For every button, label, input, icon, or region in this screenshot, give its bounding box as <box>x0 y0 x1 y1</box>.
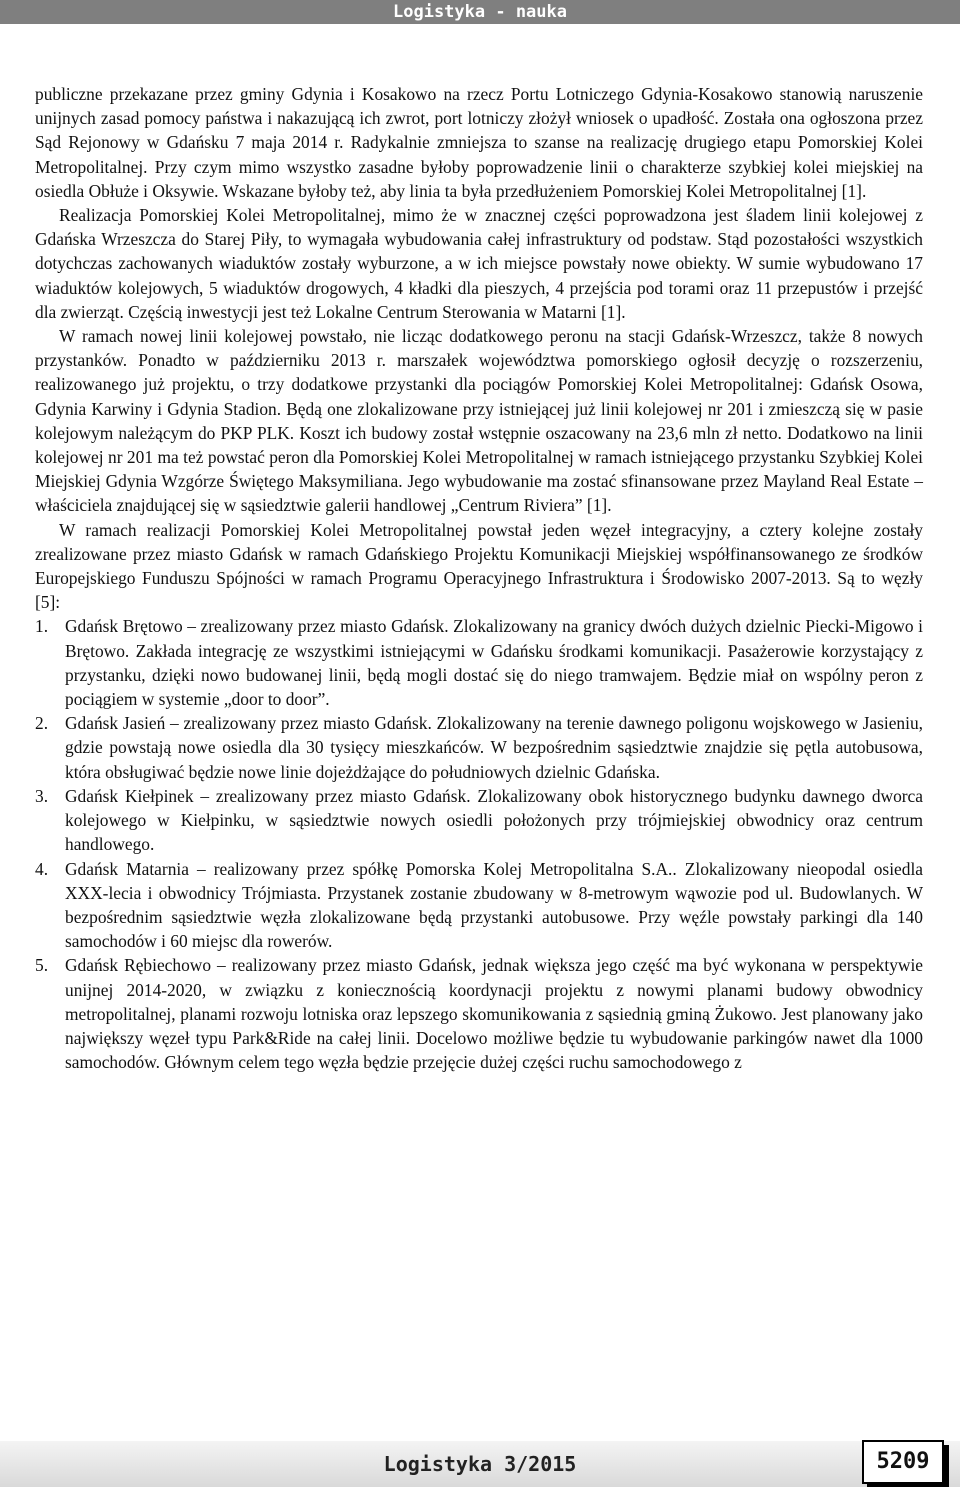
list-number: 4. <box>35 858 49 879</box>
page-number-box <box>862 1440 944 1484</box>
list-number: 2. <box>35 713 49 734</box>
list-text: Gdańsk Brętowo – zrealizowany przez miasto Gdańsk. Zlokalizowany na granicy dwóch dużych dzielnic Piecki-Migowo i Brętowo. Zakłada integrację ze wszystkimi istniejącymi w Gdańsku środkami komunikacji. Pasażerowie korzystający z przystanku, dzięki nowo budowanej linii, będą mogli dostać się do niego tramwajem. Będzie miał on wspólny peron z pociągiem w systemie „door to door”. <box>65 616 923 710</box>
article-body <box>35 82 923 1074</box>
page-number: 5209 <box>876 1449 930 1474</box>
numbered-list <box>35 614 923 1074</box>
list-number: 3. <box>35 785 49 806</box>
list-item <box>35 614 923 711</box>
header-title: Logistyka - nauka <box>393 2 567 22</box>
list-item <box>35 711 923 784</box>
footer-journal: Logistyka 3/2015 <box>383 1452 577 1476</box>
list-item <box>35 784 923 857</box>
list-text: Gdańsk Matarnia – realizowany przez spółkę Pomorska Kolej Metropolitalna S.A.. Zlokalizowany nieopodal osiedla XXX-lecia i obwodnicy Trójmiasta. Przystanek zostanie zbudowany w 8-metrowym wąwozie pod ul. Budowlanych. W bezpośrednim sąsiedztwie węzła zlokalizowane będą przystanki autobusowe. Przy węźle powstały parkingi dla 140 samochodów i 60 miejsc dla rowerów. <box>65 858 923 952</box>
list-number: 5. <box>35 955 49 976</box>
list-item <box>35 953 923 1074</box>
paragraph: publiczne przekazane przez gminy Gdynia i Kosakowo na rzecz Portu Lotniczego Gdynia-Kosakowo stanowią naruszenie unijnych zasad pomocy państwa i nakazującą ich zwrot, port lotniczy złożył wniosek o upadłość. Została ona ogłoszona przez Sąd Rejonowy w Gdańsku 7 maja 2014 r. Radykalnie zmniejsza to szanse na realizację drugiego etapu Pomorskiej Kolei Metropolitalnej. Przy czym mimo wszystko zasadne byłoby poprowadzenie linii o charakterze szybkiej kolei miejskiej na osiedla Obłuże i Oksywie. Wskazane byłoby też, aby linia ta była przedłużeniem Pomorskiej Kolei Metropolitalnej [1]. <box>35 84 923 201</box>
list-text: Gdańsk Jasień – zrealizowany przez miasto Gdańsk. Zlokalizowany na terenie dawnego poligonu wojskowego w Jasieniu, gdzie powstają nowe osiedla dla 30 tysięcy mieszkańców. W bezpośrednim sąsiedztwie znajdzie się pętla autobusowa, która obsługiwać będzie nowe linie dojeżdżające do południowych dzielnic Gdańska. <box>65 713 923 782</box>
paragraph: W ramach realizacji Pomorskiej Kolei Metropolitalnej powstał jeden węzeł integracyjny, a cztery kolejne zostały zrealizowane przez miasto Gdańsk w ramach Gdańskiego Projektu Komunikacji Miejskiej współfinansowanego ze środków Europejskiego Funduszu Spójności w ramach Programu Operacyjnego Infrastruktura i Środowisko 2007-2013. Są to węzły [5]: <box>35 519 923 613</box>
running-header <box>0 0 960 24</box>
list-number: 1. <box>35 616 49 637</box>
paragraph: W ramach nowej linii kolejowej powstało, nie licząc dodatkowego peronu na stacji Gdańsk-Wrzeszcz, także 8 nowych przystanków. Ponadto w październiku 2013 r. marszałek województwa pomorskiego ogłosił decyzję o rozszerzeniu, realizowanego już projektu, o trzy dodatkowe przystanki dla pociągów Pomorskiej Kolei Metropolitalnej: Gdańsk Osowa, Gdynia Karwiny i Gdynia Stadion. Będą one zlokalizowane przy istniejącej już linii kolejowej nr 201 i zmieszczą się w pasie kolejowym należącym do PKP PLK. Koszt ich budowy został wstępnie oszacowany na 23,6 mln zł netto. Dodatkowo na linii kolejowej nr 201 ma też powstać peron dla Pomorskiej Kolei Metropolitalnej w ramach istniejącego przystanku Szybkiej Kolei Miejskiej Gdynia Wzgórze Świętego Maksymiliana. Jego wybudowanie ma zostać sfinansowane przez Mayland Real Estate – właściciela znajdującej się w sąsiedztwie galerii handlowej „Centrum Riviera” [1]. <box>35 326 923 516</box>
list-text: Gdańsk Kiełpinek – zrealizowany przez miasto Gdańsk. Zlokalizowany obok historycznego budynku dawnego dworca kolejowego w Kiełpinku, w sąsiedztwie nowych osiedli położonych przy trójmiejskiej obwodnicy oraz centrum handlowego. <box>65 785 923 855</box>
list-item <box>35 857 923 954</box>
list-text: Gdańsk Rębiechowo – realizowany przez miasto Gdańsk, jednak większa jego część ma być wykonana w perspektywie unijnej 2014-2020, w związku z koniecznością koordynacji projektu z nowymi planami budowy obwodnicy metropolitalnej, planami rozwoju lotniska oraz lepszego skomunikowania z sąsiednią gminą Żukowo. Jest planowany jako największy węzeł typu Park&Ride na całej linii. Docelowo możliwe będzie tu wybudowanie parkingów nawet dla 1000 samochodów. Głównym celem tego węzła będzie przejęcie dużej części ruchu samochodowego z <box>65 955 923 1073</box>
paragraph: Realizacja Pomorskiej Kolei Metropolitalnej, mimo że w znacznej części poprowadzona jest śladem linii kolejowej z Gdańska Wrzeszcza do Starej Piły, to wymagała wybudowania całej infrastruktury od podstaw. Stąd pozostałości wszystkich dotychczas zachowanych wiaduktów zostały wyburzone, a w ich miejsce powstały nowe obiekty. W sumie wybudowano 17 wiaduktów kolejowych, 5 wiaduktów drogowych, 4 kładki dla pieszych, 4 przejścia pod torami oraz 11 przepustów i przejść dla zwierząt. Częścią inwestycji jest też Lokalne Centrum Sterowania w Matarni [1]. <box>35 205 923 322</box>
